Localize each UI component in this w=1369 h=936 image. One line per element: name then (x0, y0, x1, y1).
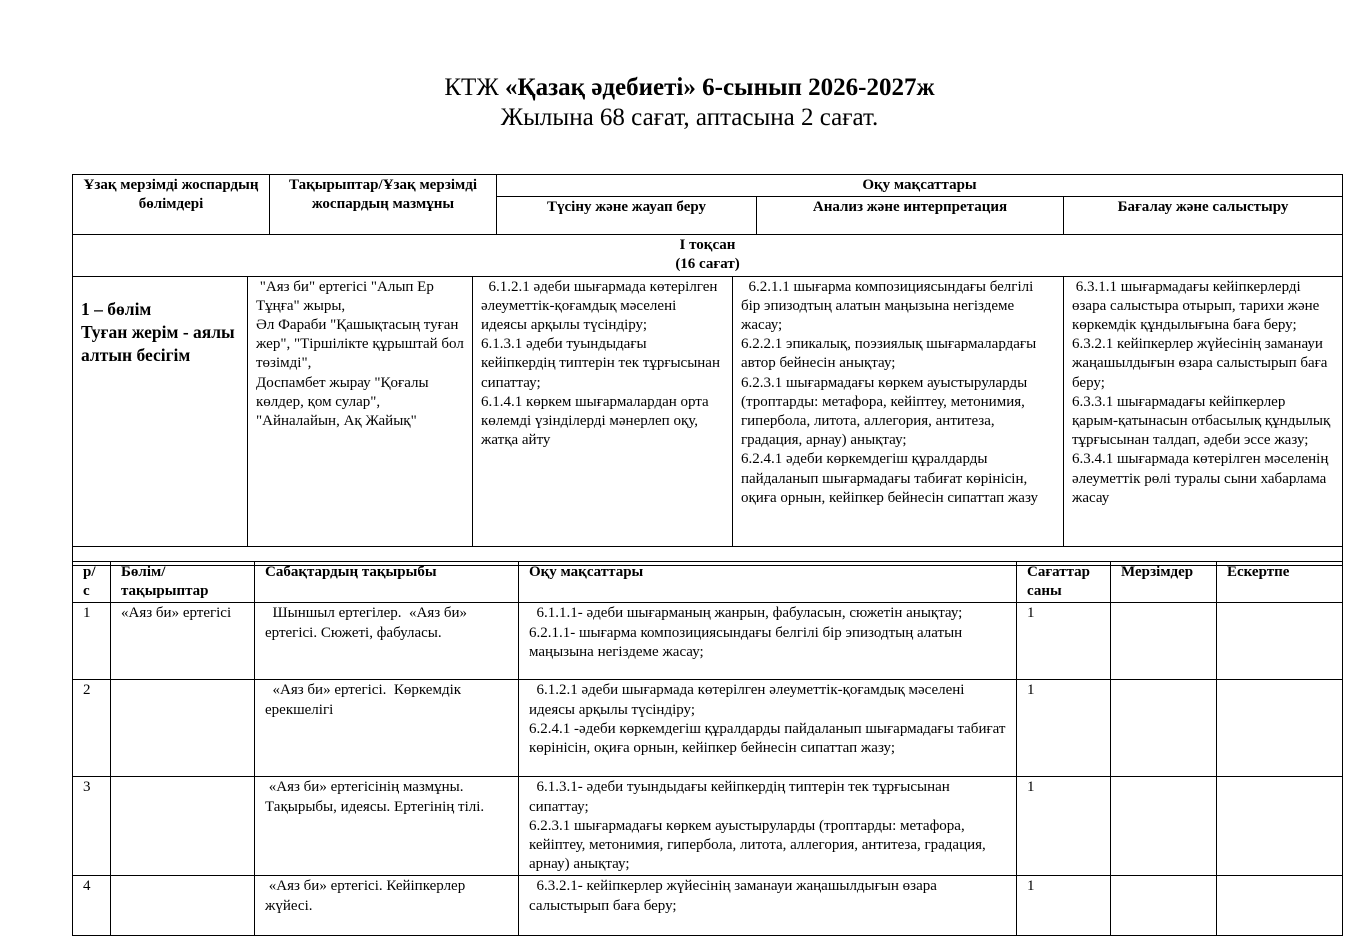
lessons-header-notes: Ескертпе (1217, 562, 1343, 603)
document-subtitle: Жылына 68 сағат, аптасына 2 сағат. (500, 104, 879, 131)
section-number: 1 – бөлім (81, 298, 152, 319)
row-objectives: 6.3.2.1- кейіпкерлер жүйесінің заманауи жаңашылдығын өзара салыстырып баға беру; (519, 876, 1017, 936)
row-hours: 1 (1017, 680, 1111, 777)
row-dates (1111, 777, 1217, 876)
quarter-header (73, 235, 1343, 276)
topics-text: "Аяз би" ертегісі "Алып Ер Тұңға" жыры, Әл Фараби "Қашықтасың туған жер", "Тіршілікте құрыштай бол төзімді", Доспамбет жырау "Қоғалы көлдер, қом сулар", "Айналайын, Ақ Жайық" (256, 278, 464, 430)
col-header-sections: Ұзақ мерзімді жоспардың бөлімдері (73, 175, 270, 235)
table-row (73, 876, 1343, 936)
row-notes (1217, 777, 1343, 876)
lessons-header-num: р/с (73, 562, 111, 603)
lessons-header-hours: Сағаттар саны (1017, 562, 1111, 603)
row-topic: «Аяз би» ертегісі. Кейіпкерлер жүйесі. (255, 876, 519, 936)
col-header-understanding: Түсіну және жауап беру (497, 197, 757, 235)
row-notes (1217, 603, 1343, 680)
row-hours: 1 (1017, 876, 1111, 936)
table-row (73, 680, 1343, 777)
row-objectives: 6.1.1.1- әдеби шығарманың жанрын, фабуласын, сюжетін анықтау; 6.2.1.1- шығарма композициясындағы белгілі бір эпизодтың алатын маңызына негіздеме жасау; (519, 603, 1017, 680)
section-name: Туған жерім - аялы алтын бесігім (81, 321, 235, 365)
section-title-cell (73, 276, 248, 546)
row-num: 4 (73, 876, 111, 936)
row-topic: Шыншыл ертегілер. «Аяз би» ертегісі. Сюжеті, фабуласы. (255, 603, 519, 680)
col-header-objectives: Оқу мақсаттары (497, 175, 1343, 197)
row-hours: 1 (1017, 777, 1111, 876)
lessons-header-dates: Мерзімдер (1111, 562, 1217, 603)
row-num: 3 (73, 777, 111, 876)
evaluation-cell (1064, 276, 1343, 546)
row-dates (1111, 603, 1217, 680)
quarter-hours: (16 сағат) (675, 256, 740, 273)
row-section (111, 876, 255, 936)
table-row (73, 777, 1343, 876)
lessons-header-topic: Сабақтардың тақырыбы (255, 562, 519, 603)
analysis-text: 6.2.1.1 шығарма композициясындағы белгілі бір эпизодтың алатын маңызына негіздеме жасау; 6.2.2.1 эпикалық, поэзиялық шығармалардағы автор бейнесін анықтау; 6.2.3.1 шығармадағы көркем ауыстыруларды (троптарды: метафора, кейіптеу, метонимия, гипербола, литота, аллегория, антитеза, градация, арнау) анықтау; 6.2.4.1 әдеби көркемдегіш құралдарды пайдаланып шығармадағы табиғат көрінісін, оқиға орнын, кейіпкер бейнесін сипаттап жазу (741, 278, 1039, 506)
row-topic: «Аяз би» ертегісі. Көркемдік ерекшелігі (255, 680, 519, 777)
col-header-analysis: Анализ және интерпретация (757, 197, 1064, 235)
title-bold: «Қазақ әдебиеті» 6-сынып 2026-2027ж (504, 74, 935, 101)
title-prefix: КТЖ (444, 74, 505, 101)
topics-cell (248, 276, 473, 546)
understanding-cell (473, 276, 733, 546)
quarter-label: I тоқсан (679, 237, 736, 254)
col-header-topics: Тақырыптар/Ұзақ мерзімді жоспардың мазмұны (270, 175, 497, 235)
lessons-header-objectives: Оқу мақсаттары (519, 562, 1017, 603)
row-objectives: 6.1.2.1 әдеби шығармада көтерілген әлеуметтік-қоғамдық мәселені идеясы арқылы түсіндіру; 6.2.4.1 -әдеби көркемдегіш құралдарды пайдаланып шығармадағы табиғат көрінісін, оқиға орнын, кейіпкер бейнесін сипаттап жазу; (519, 680, 1017, 777)
overview-table (72, 174, 1343, 566)
table-row (73, 603, 1343, 680)
row-topic: «Аяз би» ертегісінің мазмұны. Тақырыбы, идеясы. Ертегінің тілі. (255, 777, 519, 876)
row-objectives: 6.1.3.1- әдеби туындыдағы кейіпкердің типтерін тек тұрғысынан сипаттау; 6.2.3.1 шығармадағы көркем ауыстыруларды (троптарды: метафора, кейіптеу, метонимия, гипербола, литота, аллегория, антитеза, градация, арнау) анықтау; (519, 777, 1017, 876)
row-num: 2 (73, 680, 111, 777)
row-section (111, 680, 255, 777)
row-dates (1111, 680, 1217, 777)
row-notes (1217, 680, 1343, 777)
document-title (0, 74, 1369, 102)
understanding-text: 6.1.2.1 әдеби шығармада көтерілген әлеуметтік-қоғамдық мәселені идеясы арқылы түсіндіру; 6.1.3.1 әдеби туындыдағы кейіпкердің типтерін тек тұрғысынан сипаттау; 6.1.4.1 көркем шығармалардан орта көлемді үзінділерді мәнерлеп оқу, жатқа айту (481, 278, 720, 449)
row-section (111, 777, 255, 876)
lessons-header-section: Бөлім/ тақырыптар (111, 562, 255, 603)
row-notes (1217, 876, 1343, 936)
lessons-table (72, 561, 1343, 936)
row-num: 1 (73, 603, 111, 680)
col-header-evaluation: Бағалау және салыстыру (1064, 197, 1343, 235)
row-section: «Аяз би» ертегісі (111, 603, 255, 680)
evaluation-text: 6.3.1.1 шығармадағы кейіпкерлерді өзара салыстыра отырып, тарихи және көркемдік құндылығына баға беру; 6.3.2.1 кейіпкерлер жүйесінің заманауи жаңашылдығын өзара салыстырып баға беру; 6.3.3.1 шығармадағы кейіпкерлер қарым-қатынасын отбасылық құндылық тұрғысынан талдап, әдеби эссе жазу; 6.3.4.1 шығармада көтерілген мәселенің әлеуметтік рөлі туралы сыни хабарлама жасау (1072, 278, 1331, 506)
analysis-cell (733, 276, 1064, 546)
row-dates (1111, 876, 1217, 936)
row-hours: 1 (1017, 603, 1111, 680)
